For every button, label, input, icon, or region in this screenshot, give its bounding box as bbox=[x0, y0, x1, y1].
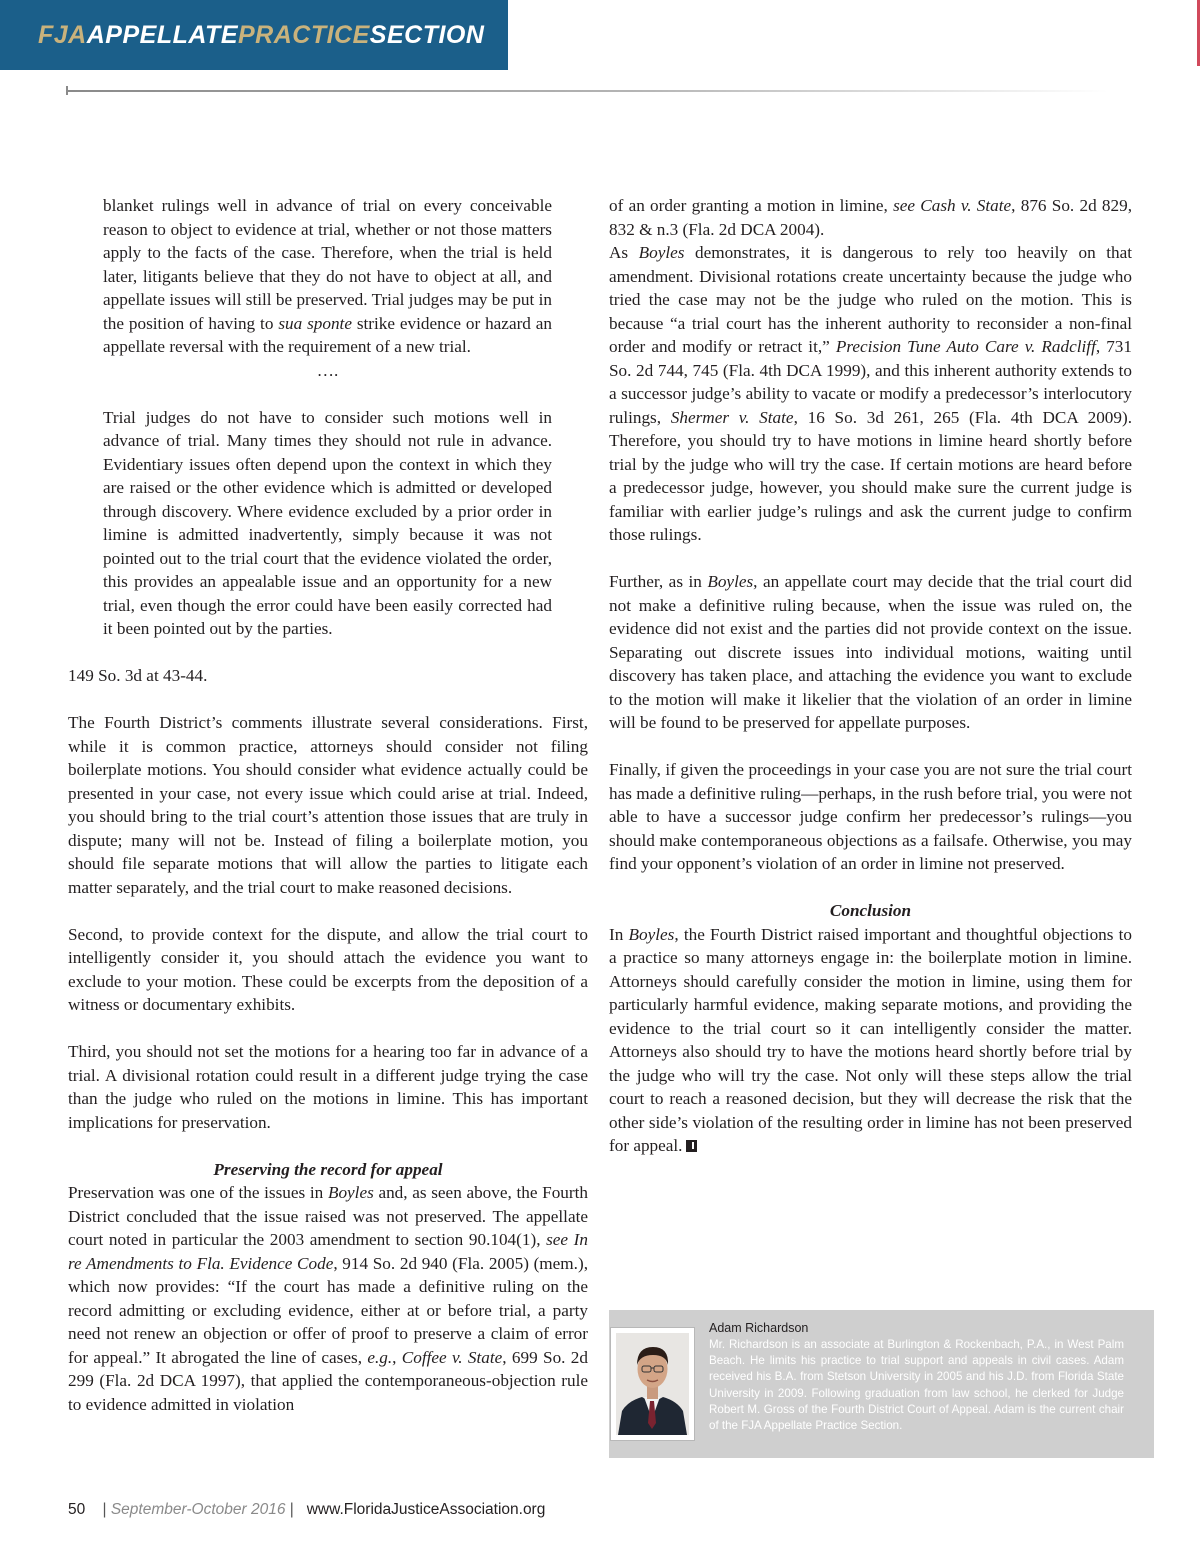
citation: 149 So. 3d at 43-44. bbox=[68, 666, 208, 685]
author-bio-text: Mr. Richardson is an associate at Burlington & Rockenbach, P.A., in West Palm Beach. He limits his practice to trial support and appeals in civil cases. Adam received his B.A. from Stetson University in 2005 and his J.D. from Florida State University in 2009. Following graduation from law school, he clerked for Judge Robert M. Gross of the Fourth District Court of Appeal. Adam is the current chair of the FJA Appellate Practice Section. bbox=[709, 1338, 1124, 1433]
section-heading-preserving: Preserving the record for appeal bbox=[213, 1159, 443, 1179]
left-column bbox=[68, 194, 588, 1416]
author-name: Adam Richardson bbox=[709, 1321, 809, 1335]
section-banner bbox=[0, 0, 508, 70]
quote-ellipsis: …. bbox=[316, 360, 339, 380]
footer-separator: | bbox=[102, 1501, 107, 1518]
block-quote-2: Trial judges do not have to consider such motions well in advance of trial. Many times they should not rule in advance. Evidentiary issues often depend upon the context in which they are raised or the other evidence which is admitted or developed through discovery. Where evidence excluded by a prior order in limine is admitted inadvertently, simply because it was not pointed out to the trial court that the evidence violated the order, this provides an appealable issue and an opportunity for a new trial, even though the error could have been easily corrected had it been pointed out by the parties. bbox=[103, 407, 552, 638]
author-photo bbox=[610, 1327, 695, 1441]
paragraph: In Boyles, the Fourth District raised important and thoughtful objections to a practice so many attorneys engage in: the boilerplate motion in limine. Attorneys should carefully consider the motion in limine, using them for particularly harmful evidence, making separate motions, and providing the evidence to the trial court so it can intelligently consider the matter. Attorneys also should try to have the motions heard shortly before trial by the judge who will try the case. Not only will these steps allow the trial court to reach a reasoned decision, but they will decrease the risk that the other side’s violation of the resulting order in limine has not been preserved for appeal. bbox=[609, 924, 1133, 1155]
section-title bbox=[38, 20, 484, 50]
issue-date: September-October 2016 bbox=[110, 1501, 286, 1518]
paragraph: As Boyles demonstrates, it is dangerous to rely too heavily on that amendment. Divisional rotations create uncertainty because the judge who tried the case may not be the judge who ruled on the motion. This is because “a trial court has the inherent authority to reconsider a non-final order and modify or retract it,” Precision Tune Auto Care v. Radcliff, 731 So. 2d 744, 745 (Fla. 4th DCA 1999), and this inherent authority extends to a successor judge’s ability to vacate or modify a predecessor’s interlocutory rulings, Shermer v. State, 16 So. 3d 261, 265 (Fla. 4th DCA 2009). Therefore, you should try to have motions in limine heard shortly before trial by the judge who will try the case. If certain motions are heard before a predecessor judge, however, you should make sure the current judge is familiar with earlier judge’s rulings and ask the current judge to confirm those rulings. bbox=[609, 243, 1132, 544]
author-bio-box bbox=[609, 1310, 1154, 1458]
paragraph: Further, as in Boyles, an appellate court may decide that the trial court did not make a definitive ruling because, when the issue was ruled on, the evidence did not exist and the parties did not provide context on the issue. Separating out discrete issues into individual motions, waiting until discovery has taken place, and attaching the evidence you want to exclude to the motion will make it likelier that the violation of an order in limine will be found to be preserved for appellate purposes. bbox=[609, 572, 1132, 732]
footer-separator: | bbox=[289, 1501, 294, 1518]
page-number: 50 bbox=[68, 1501, 86, 1518]
block-quote-1: blanket rulings well in advance of trial on every conceivable reason to object to evidence at trial, whether or not those matters apply to the facts of the case. Therefore, when the trial is held later, litigants believe that they do not have to object at all, and appellate issues will still be preserved. Trial judges may be put in the position of having to sua sponte strike evidence or hazard an appellate reversal with the requirement of a new trial. bbox=[103, 196, 552, 356]
paragraph: Preservation was one of the issues in Boyles and, as seen above, the Fourth District concluded that the issue raised was not preserved. The appellate court noted in particular the 2003 amendment to section 90.104(1), see In re Amendments to Fla. Evidence Code, 914 So. 2d 940 (Fla. 2005) (mem.), which now provides: “If the court has made a definitive ruling on the record admitting or excluding evidence, either at or before trial, a party need not renew an objection or offer of proof to preserve a claim of error for appeal.” It abrogated the line of cases, e.g., Coffee v. State, 699 So. 2d 299 (Fla. 2d DCA 1997), that applied the contemporaneous-objection rule to evidence admitted in violation bbox=[68, 1183, 588, 1414]
title-practice: PRACTICE bbox=[238, 21, 370, 49]
paragraph: Finally, if given the proceedings in your case you are not sure the trial court has made a definitive ruling—perhaps, in the rush before trial, you were not able to have a successor judge confirm her predecessor’s rulings—you should make contemporaneous objections as a failsafe. Otherwise, you may find your opponent’s violation of an order in limine not preserved. bbox=[609, 760, 1132, 873]
title-section: SECTION bbox=[369, 21, 485, 49]
title-appellate: APPELLATE bbox=[86, 21, 238, 49]
paragraph: Second, to provide context for the dispute, and allow the trial court to intelligently consider it, you should attach the evidence you want to exclude to your motion. These could be excerpts from the deposition of a witness or documentary exhibits. bbox=[68, 924, 588, 1014]
page-footer bbox=[68, 1501, 545, 1519]
title-fja: FJA bbox=[38, 21, 87, 49]
end-of-article-icon bbox=[686, 1140, 697, 1152]
website-link[interactable]: www.FloridaJusticeAssociation.org bbox=[306, 1501, 546, 1518]
paragraph: The Fourth District’s comments illustrate several considerations. First, while it is common practice, attorneys should consider not filing boilerplate motions. You should consider what evidence actually could be presented in your case, not every issue which could arise at trial. Indeed, you should bring to the trial court’s attention those issues that are truly in dispute; many will not be. Instead of filing a boilerplate motion, you should file separate motions that will allow the parties to litigate each matter separately, and the trial court to make reasoned decisions. bbox=[68, 713, 588, 897]
header-rule bbox=[68, 90, 1108, 92]
paragraph: Third, you should not set the motions for a hearing too far in advance of a trial. A divisional rotation could result in a different judge trying the case than the judge who ruled on the motions in limine. This has important implications for preservation. bbox=[68, 1042, 588, 1132]
section-heading-conclusion: Conclusion bbox=[829, 901, 912, 920]
author-portrait-icon bbox=[616, 1333, 689, 1435]
paragraph: of an order granting a motion in limine, see Cash v. State, 876 So. 2d 829, 832 & n.3 (Fla. 2d DCA 2004). bbox=[609, 196, 1133, 239]
right-column bbox=[609, 194, 1132, 1158]
